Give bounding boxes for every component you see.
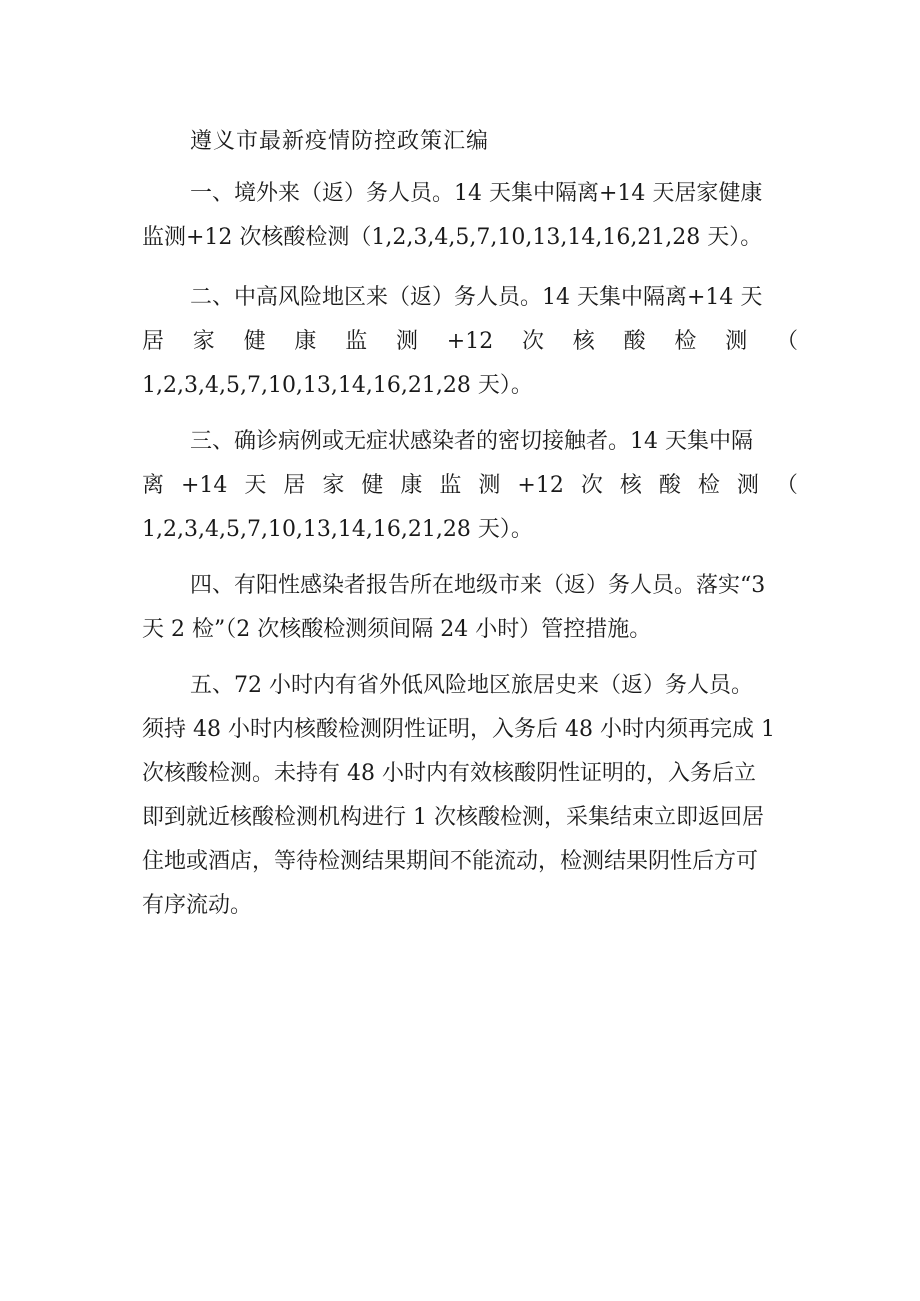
justified-token: 居: [142, 329, 165, 354]
justified-token: 核: [572, 329, 595, 354]
justified-token: 天: [244, 473, 267, 498]
policy-section-1: [142, 172, 798, 260]
justified-token: 测: [736, 473, 759, 498]
justified-token: 居: [283, 473, 306, 498]
justified-token: 家: [192, 329, 215, 354]
section-line-justified: [142, 464, 798, 508]
section-line-justified: [142, 320, 798, 364]
justified-token: 康: [400, 473, 423, 498]
policy-section-5: [142, 664, 798, 928]
section-line: 一、境外来（返）务人员。14 天集中隔离+14 天居家健康: [190, 181, 763, 206]
justified-token: 核: [619, 473, 642, 498]
justified-token: +12: [446, 329, 494, 354]
justified-token: 检: [674, 329, 697, 354]
section-line: 1,2,3,4,5,7,10,13,14,16,21,28 天）。: [142, 373, 533, 398]
policy-section-3: [142, 420, 798, 552]
policy-section-2: [142, 276, 798, 408]
section-line: 住地或酒店，等待检测结果期间不能流动，检测结果阴性后方可: [142, 849, 759, 874]
justified-token: （: [775, 473, 798, 498]
justified-token: 健: [243, 329, 266, 354]
justified-token: 健: [361, 473, 384, 498]
section-line: 监测+12 次核酸检测（1,2,3,4,5,7,10,13,14,16,21,28 天）。: [142, 225, 763, 250]
section-line: 天 2 检”（2 次核酸检测须间隔 24 小时）管控措施。: [142, 617, 652, 642]
justified-token: 离: [142, 473, 165, 498]
justified-token: 监: [345, 329, 368, 354]
justified-token: 测: [725, 329, 748, 354]
justified-token: 次: [522, 329, 545, 354]
justified-token: 酸: [658, 473, 681, 498]
section-line: 须持 48 小时内核酸检测阴性证明，入务后 48 小时内须再完成 1: [142, 717, 775, 742]
document-title: 遵义市最新疫情防控政策汇编: [190, 129, 490, 154]
justified-token: （: [775, 329, 798, 354]
section-line: 即到就近核酸检测机构进行 1 次核酸检测，采集结束立即返回居: [142, 805, 764, 830]
justified-token: 家: [322, 473, 345, 498]
justified-token: 康: [294, 329, 317, 354]
justified-token: +12: [517, 473, 564, 498]
justified-token: 酸: [623, 329, 646, 354]
section-line: 次核酸检测。未持有 48 小时内有效核酸阴性证明的，入务后立: [142, 761, 756, 786]
section-line: 三、确诊病例或无症状感染者的密切接触者。14 天集中隔: [190, 429, 753, 454]
justified-token: 测: [395, 329, 418, 354]
justified-token: 测: [478, 473, 501, 498]
section-line: 二、中高风险地区来（返）务人员。14 天集中隔离+14 天: [190, 285, 763, 310]
section-line: 1,2,3,4,5,7,10,13,14,16,21,28 天）。: [142, 517, 533, 542]
section-line: 四、有阳性感染者报告所在地级市来（返）务人员。落实“3: [190, 573, 766, 598]
policy-section-4: [142, 564, 798, 652]
justified-token: 监: [439, 473, 462, 498]
section-line: 五、72 小时内有省外低风险地区旅居史来（返）务人员。: [190, 673, 753, 698]
justified-token: 次: [580, 473, 603, 498]
justified-token: 检: [697, 473, 720, 498]
justified-token: +14: [181, 473, 228, 498]
section-line: 有序流动。: [142, 893, 253, 918]
